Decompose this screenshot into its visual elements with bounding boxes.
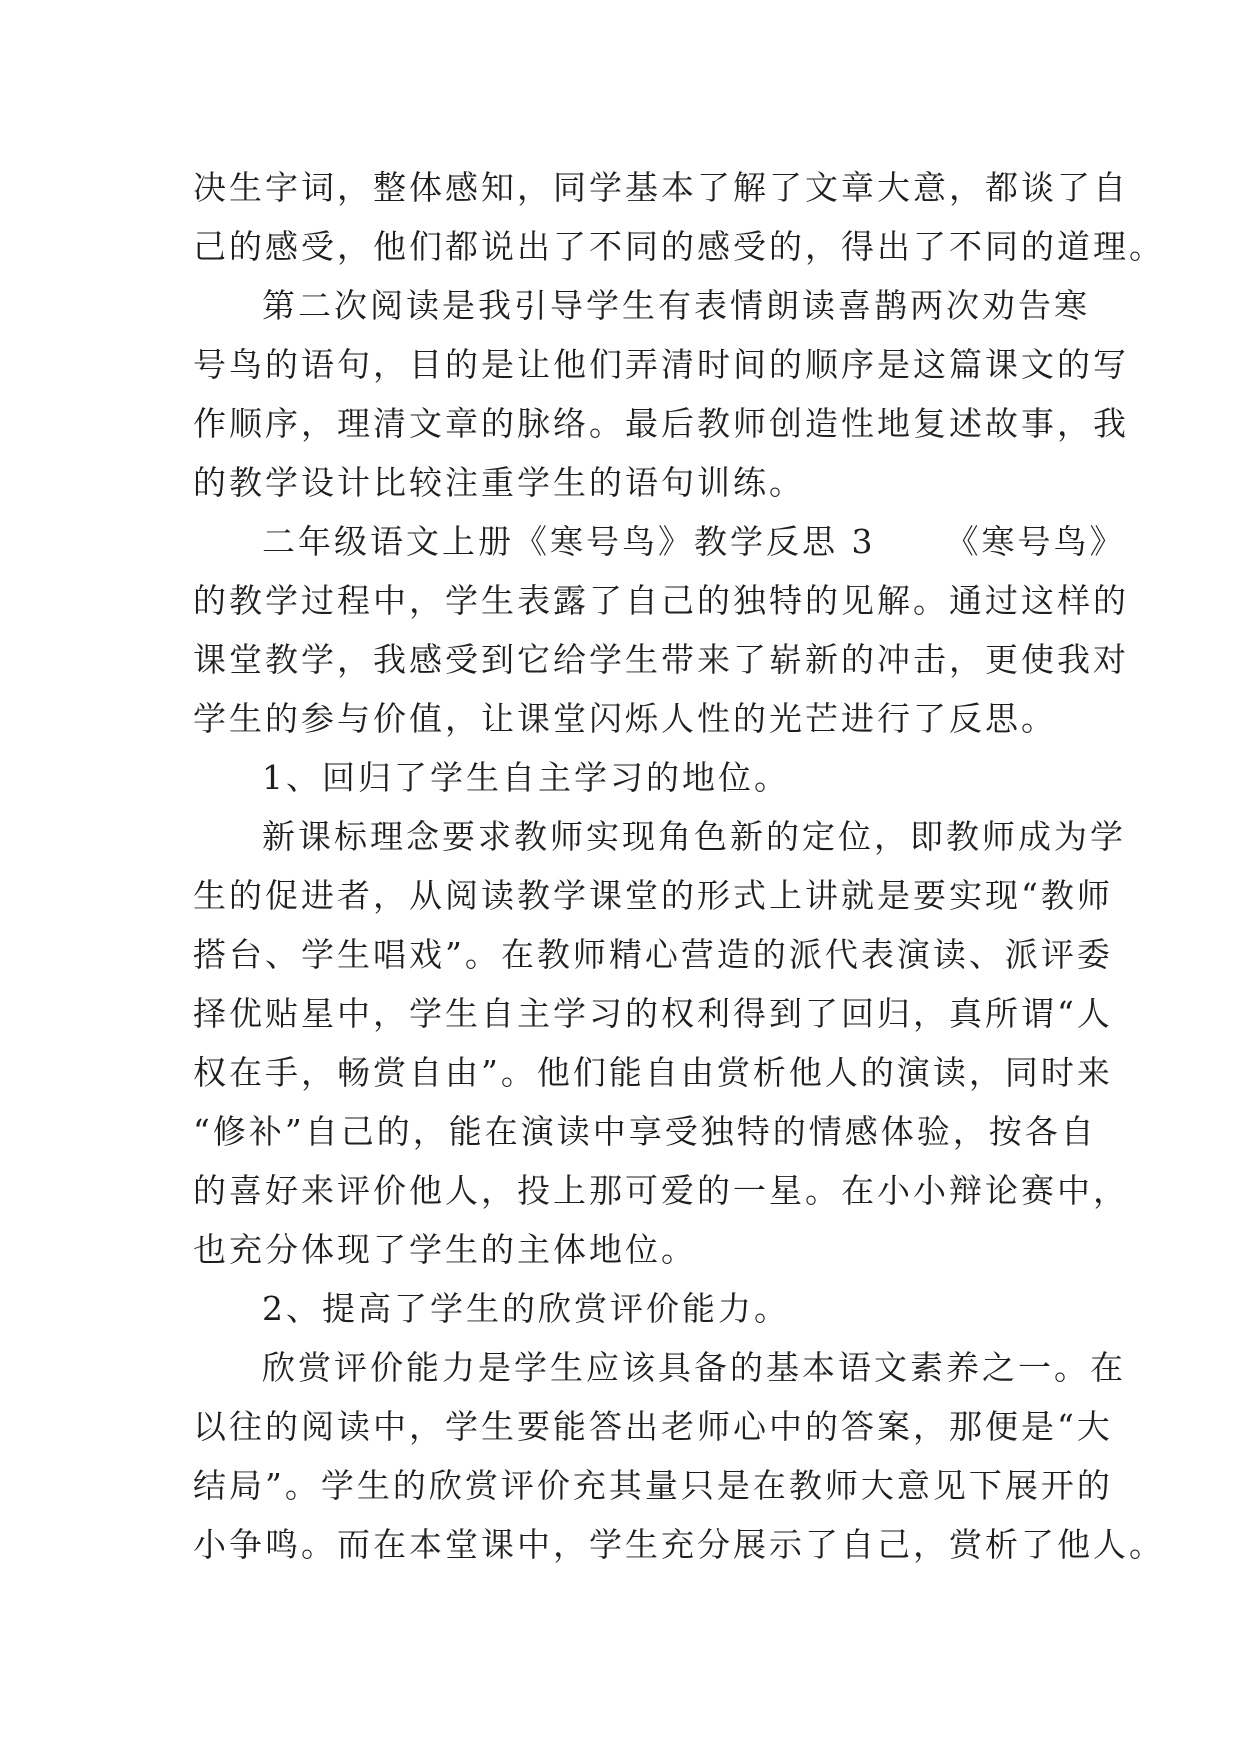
text-line: 的喜好来评价他人，投上那可爱的一星。在小小辩论赛中， (193, 1171, 1129, 1210)
text-line: 生的促进者，从阅读教学课堂的形式上讲就是要实现“教师 (193, 876, 1113, 915)
text-line: 结局”。学生的欣赏评价充其量只是在教师大意见下展开的 (193, 1466, 1113, 1505)
text-line: 作顺序，理清文章的脉络。最后教师创造性地复述故事，我 (193, 404, 1129, 443)
paragraph-start-line: 第二次阅读是我引导学生有表情朗读喜鹊两次劝告寒 (262, 286, 1090, 325)
text-line: 的教学设计比较注重学生的语句训练。 (193, 463, 805, 502)
text-line: 小争鸣。而在本堂课中，学生充分展示了自己，赏析了他人。 (193, 1525, 1165, 1564)
section-heading: 二年级语文上册《寒号鸟》教学反思 3 (262, 522, 876, 561)
text-line: 号鸟的语句，目的是让他们弄清时间的顺序是这篇课文的写 (193, 345, 1129, 384)
numbered-heading-2: 2、提高了学生的欣赏评价能力。 (262, 1289, 790, 1328)
section-heading-line (193, 512, 1126, 571)
numbered-heading-1: 1、回归了学生自主学习的地位。 (262, 758, 790, 797)
text-line: 学生的参与价值，让课堂闪烁人性的光芒进行了反思。 (193, 699, 1057, 738)
text-line: 己的感受，他们都说出了不同的感受的，得出了不同的道理。 (193, 227, 1165, 266)
paragraph-start-line: 欣赏评价能力是学生应该具备的基本语文素养之一。在 (262, 1348, 1126, 1387)
text-line: 决生字词，整体感知，同学基本了解了文章大意，都谈了自 (193, 168, 1129, 207)
text-line: 搭台、学生唱戏”。在教师精心营造的派代表演读、派评委 (193, 935, 1113, 974)
title-reference: 《寒号鸟》 (945, 522, 1126, 561)
text-line: 的教学过程中，学生表露了自己的独特的见解。通过这样的 (193, 581, 1129, 620)
document-body (193, 158, 1165, 1574)
text-line: 择优贴星中，学生自主学习的权利得到了回归，真所谓“人 (193, 994, 1113, 1033)
text-line: 也充分体现了学生的主体地位。 (193, 1230, 697, 1269)
paragraph-start-line: 新课标理念要求教师实现角色新的定位，即教师成为学 (262, 817, 1126, 856)
text-line: 课堂教学，我感受到它给学生带来了崭新的冲击，更使我对 (193, 640, 1129, 679)
text-line: 以往的阅读中，学生要能答出老师心中的答案，那便是“大 (193, 1407, 1113, 1446)
text-line: “修补”自己的，能在演读中享受独特的情感体验，按各自 (193, 1112, 1097, 1151)
text-line: 权在手，畅赏自由”。他们能自由赏析他人的演读，同时来 (193, 1053, 1113, 1092)
